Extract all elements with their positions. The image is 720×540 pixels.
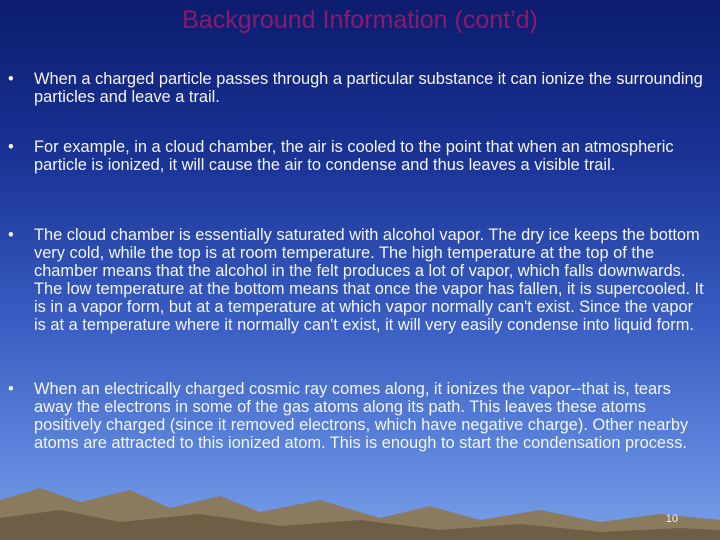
bullet-marker: • — [8, 380, 14, 398]
bullet-text: The cloud chamber is essentially saturated with alcohol vapor. The dry ice keeps the bottom very cold, while the top is at room temperature. The high temperature at the top of the chamber means that the alcohol in the felt produces a lot of vapor, which falls downwards. The low temperature at the bottom means that once the vapor has fallen, it is supercooled. It is in a vapor form, but at a temperature at which vapor normally can't exist. Since the vapor is at a temperature where it normally can't exist, it will very easily condense into liquid form. — [34, 226, 704, 334]
bullet-marker: • — [8, 138, 14, 156]
bullet-item — [8, 138, 708, 174]
bullet-item — [8, 380, 708, 452]
bullet-marker: • — [8, 226, 14, 244]
bullet-text: When a charged particle passes through a particular substance it can ionize the surrounding particles and leave a trail. — [34, 70, 703, 106]
slide-title: Background Information (cont’d) — [182, 6, 538, 34]
bullet-text: When an electrically charged cosmic ray comes along, it ionizes the vapor--that is, tears away the electrons in some of the gas atoms along its path. This leaves these atoms positively charged (since it removed electrons, which have negative charge). Other nearby atoms are attracted to this ionized atom. This is enough to start the condensation process. — [34, 380, 689, 452]
bullet-marker: • — [8, 70, 14, 88]
page-number: 10 — [665, 513, 678, 525]
mountain-landscape — [0, 460, 720, 540]
bullet-item — [8, 226, 708, 334]
bullet-item — [8, 70, 708, 106]
bullet-text: For example, in a cloud chamber, the air is cooled to the point that when an atmospheric particle is ionized, it will cause the air to condense and thus leaves a visible trail. — [34, 138, 674, 174]
